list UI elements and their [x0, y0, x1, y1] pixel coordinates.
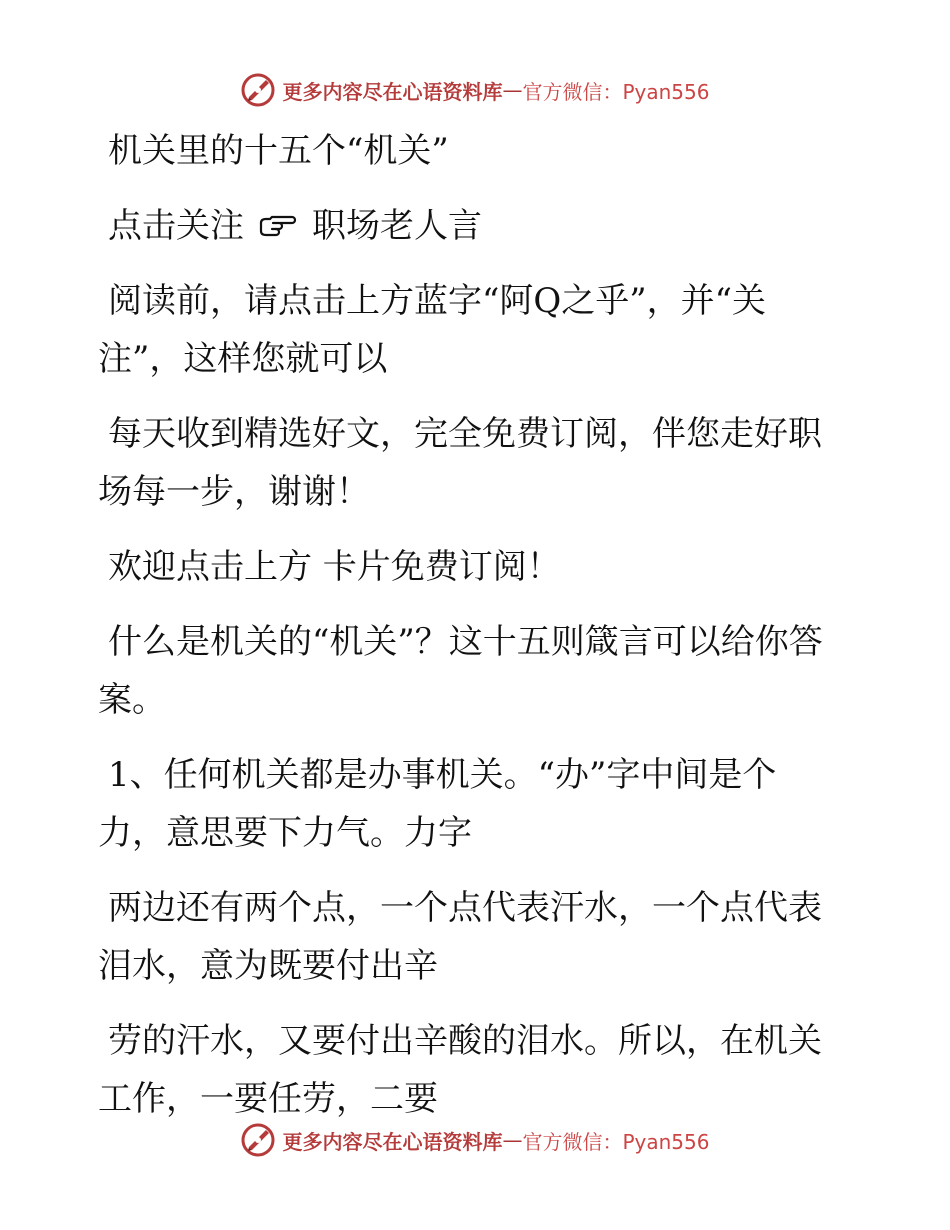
watermark-wechat-text: 官方微信：Pyan556	[522, 1129, 710, 1154]
paragraph: 每天收到精选好文，完全免费订阅，伴您走好职场每一步，谢谢！	[98, 414, 822, 512]
watermark-banner-bottom	[0, 1120, 950, 1160]
follow-line	[98, 197, 838, 255]
paragraph: 1、任何机关都是办事机关。“办”字中间是个力，意思要下力气。力字	[98, 755, 777, 853]
paragraph: 什么是机关的“机关”？这十五则箴言可以给你答案。	[98, 622, 823, 720]
quill-seal-icon	[240, 72, 276, 108]
watermark-dash: —	[502, 78, 523, 102]
quill-seal-icon	[240, 1122, 276, 1158]
article-body	[98, 122, 838, 1145]
watermark-main-text: 更多内容尽在心语资料库	[282, 79, 503, 104]
article-title: 机关里的十五个“机关”	[108, 131, 449, 171]
watermark-main-text: 更多内容尽在心语资料库	[282, 1129, 503, 1154]
paragraph: 欢迎点击上方 卡片免费订阅！	[108, 547, 561, 587]
paragraph: 阅读前，请点击上方蓝字“阿Q之乎”，并“关注”，这样您就可以	[98, 281, 767, 379]
paragraph: 劳的汗水，又要付出辛酸的泪水。所以，在机关工作，一要任劳，二要	[98, 1021, 822, 1119]
pointing-hand-icon	[258, 211, 298, 239]
watermark-wechat-text: 官方微信：Pyan556	[522, 79, 710, 104]
paragraph: 两边还有两个点，一个点代表汗水，一个点代表泪水，意为既要付出辛	[98, 888, 822, 986]
follow-prefix: 点击关注	[108, 206, 244, 246]
watermark-dash: —	[502, 1128, 523, 1152]
follow-suffix: 职场老人言	[312, 206, 482, 246]
watermark-banner-top	[0, 70, 950, 110]
